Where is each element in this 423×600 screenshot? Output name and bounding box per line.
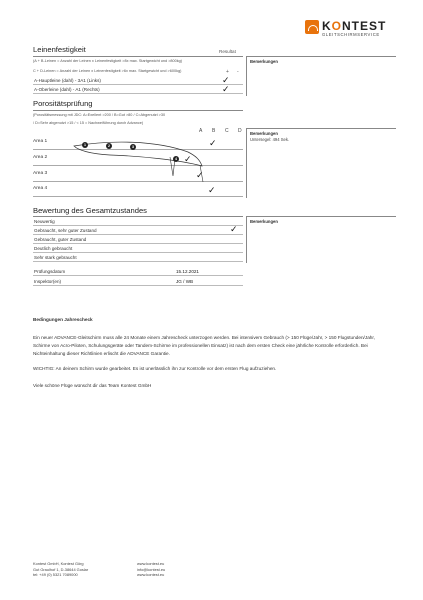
remarks-box-leinen: Bemerkungen bbox=[246, 56, 396, 96]
line-row: A-Oberleine (dahl) - A1 (Rechts) bbox=[33, 85, 243, 94]
condition-row: Neuwertig bbox=[33, 217, 243, 226]
formula-cd-mark-plus: + bbox=[226, 69, 229, 75]
remarks-box-porositaet: Bemerkungen Untersegel: 494 Sek. bbox=[246, 128, 396, 198]
section-title-porositaet: Porositätsprüfung bbox=[33, 99, 93, 108]
porosity-note-1: (Porositätsmessung mit JDC: A=Exellent >200 / B=Gut >80 / C=Abgenutzt >30 bbox=[33, 113, 166, 117]
column-b: B bbox=[212, 128, 216, 134]
area-label-1: Area 1 bbox=[33, 139, 48, 144]
formula-ab: (A + B-Leinen = Anzahl der Leinen x Leinenfestigkeit >8x max. Startgewicht und >800kg) bbox=[33, 59, 183, 63]
inspector-row: Inspektor(en) bbox=[33, 277, 243, 286]
section-title-leinen: Leinenfestigkeit bbox=[33, 45, 86, 54]
check-mark-icon: ✓ bbox=[196, 170, 204, 180]
footer-address: Kontest GmbH, Kontest Görg Gut Graulhof 1, D-38644 Goslar tel: +49 (0) 5321 7089000 bbox=[33, 561, 89, 578]
date-value: 15.12.2021 bbox=[176, 269, 199, 274]
logo-name: KONTEST bbox=[322, 19, 387, 33]
section-title-bewertung: Bewertung des Gesamtzustandes bbox=[33, 206, 147, 215]
company-logo bbox=[305, 20, 397, 40]
closing-greeting: Viele schöne Flüge wünscht dir das Team Kontest GmbH bbox=[33, 383, 152, 388]
check-mark-icon: ✓ bbox=[208, 185, 216, 195]
conditions-heading: Bedingungen Jahrescheck bbox=[33, 317, 93, 322]
area-label-2: Area 2 bbox=[33, 155, 48, 160]
column-c: C bbox=[225, 128, 229, 134]
column-d: D bbox=[238, 128, 242, 134]
check-mark-icon: ✓ bbox=[222, 75, 230, 85]
footer-contact: www.kontest.eu info@kontest.eu www.kontest.eu bbox=[137, 561, 166, 578]
area-label-4: Area 4 bbox=[33, 186, 48, 191]
porosity-note-2: / D=Sehr abgenutzt >15 / < 15 = Nachweiführung durch Advance) bbox=[33, 121, 144, 125]
important-note: WICHTIG: An deinem Schirm wurde gearbeitet. Es ist unerlässlich ihn zur Kontrolle vor dem ersten Flug aufzuziehen. bbox=[33, 366, 277, 371]
condition-row: Deutlich gebraucht bbox=[33, 244, 243, 253]
marker-4: 4 bbox=[175, 157, 177, 161]
result-header: Resultat bbox=[219, 49, 236, 54]
check-mark-icon: ✓ bbox=[209, 138, 217, 148]
check-mark-icon: ✓ bbox=[222, 84, 230, 94]
marker-2: 2 bbox=[108, 144, 110, 148]
line-row: A-Hauptleine (dahl) - 3A1 (Links) bbox=[33, 76, 243, 85]
divider bbox=[33, 110, 243, 111]
divider bbox=[33, 56, 243, 57]
formula-cd: C + D-Leinen = Anzahl der Leinen x Leinenfestigkeit >6x max. Startgewicht und >600kg) bbox=[33, 69, 182, 73]
area-label-3: Area 3 bbox=[33, 171, 48, 176]
check-mark-icon: ✓ bbox=[184, 154, 192, 164]
condition-row: Sehr stark gebraucht bbox=[33, 253, 243, 262]
condition-row: Gebraucht, guter Zustand bbox=[33, 235, 243, 244]
date-row: Prüfungsdatum bbox=[33, 267, 243, 276]
marker-1: 1 bbox=[84, 143, 86, 147]
check-mark-icon: ✓ bbox=[230, 224, 238, 234]
formula-cd-mark-minus: - bbox=[237, 69, 239, 75]
marker-3: 3 bbox=[132, 145, 134, 149]
divider bbox=[33, 196, 243, 197]
logo-subtitle: GLEITSCHIRMSERVICE bbox=[322, 32, 380, 37]
column-a: A bbox=[199, 128, 203, 134]
condition-row: Gebraucht, sehr guter Zustand bbox=[33, 226, 243, 235]
remarks-box-bewertung: Bemerkungen bbox=[246, 216, 396, 263]
conditions-paragraph: Ein neuer ADVANCE-Gleitschirm muss alle 24 Monate einem Jahrescheck unterzogen werden. Bei intensivem Gebrauch (> 150 Flüge/Jahr, > 150 Flugstunden/Jahr, Schirme von Acro-Piloten, Schulungsgeräte oder Tandem-Schirme im professionellen Einsatz) ist nach dem ersten Check eine jährliche Kontrolle erforderlich. Bei Nichteinhaltung dieser Richtlinien erlischt die ADVANCE Garantie. bbox=[33, 335, 376, 356]
inspector-value: JG / WB bbox=[176, 279, 194, 284]
logo-icon bbox=[305, 20, 319, 34]
